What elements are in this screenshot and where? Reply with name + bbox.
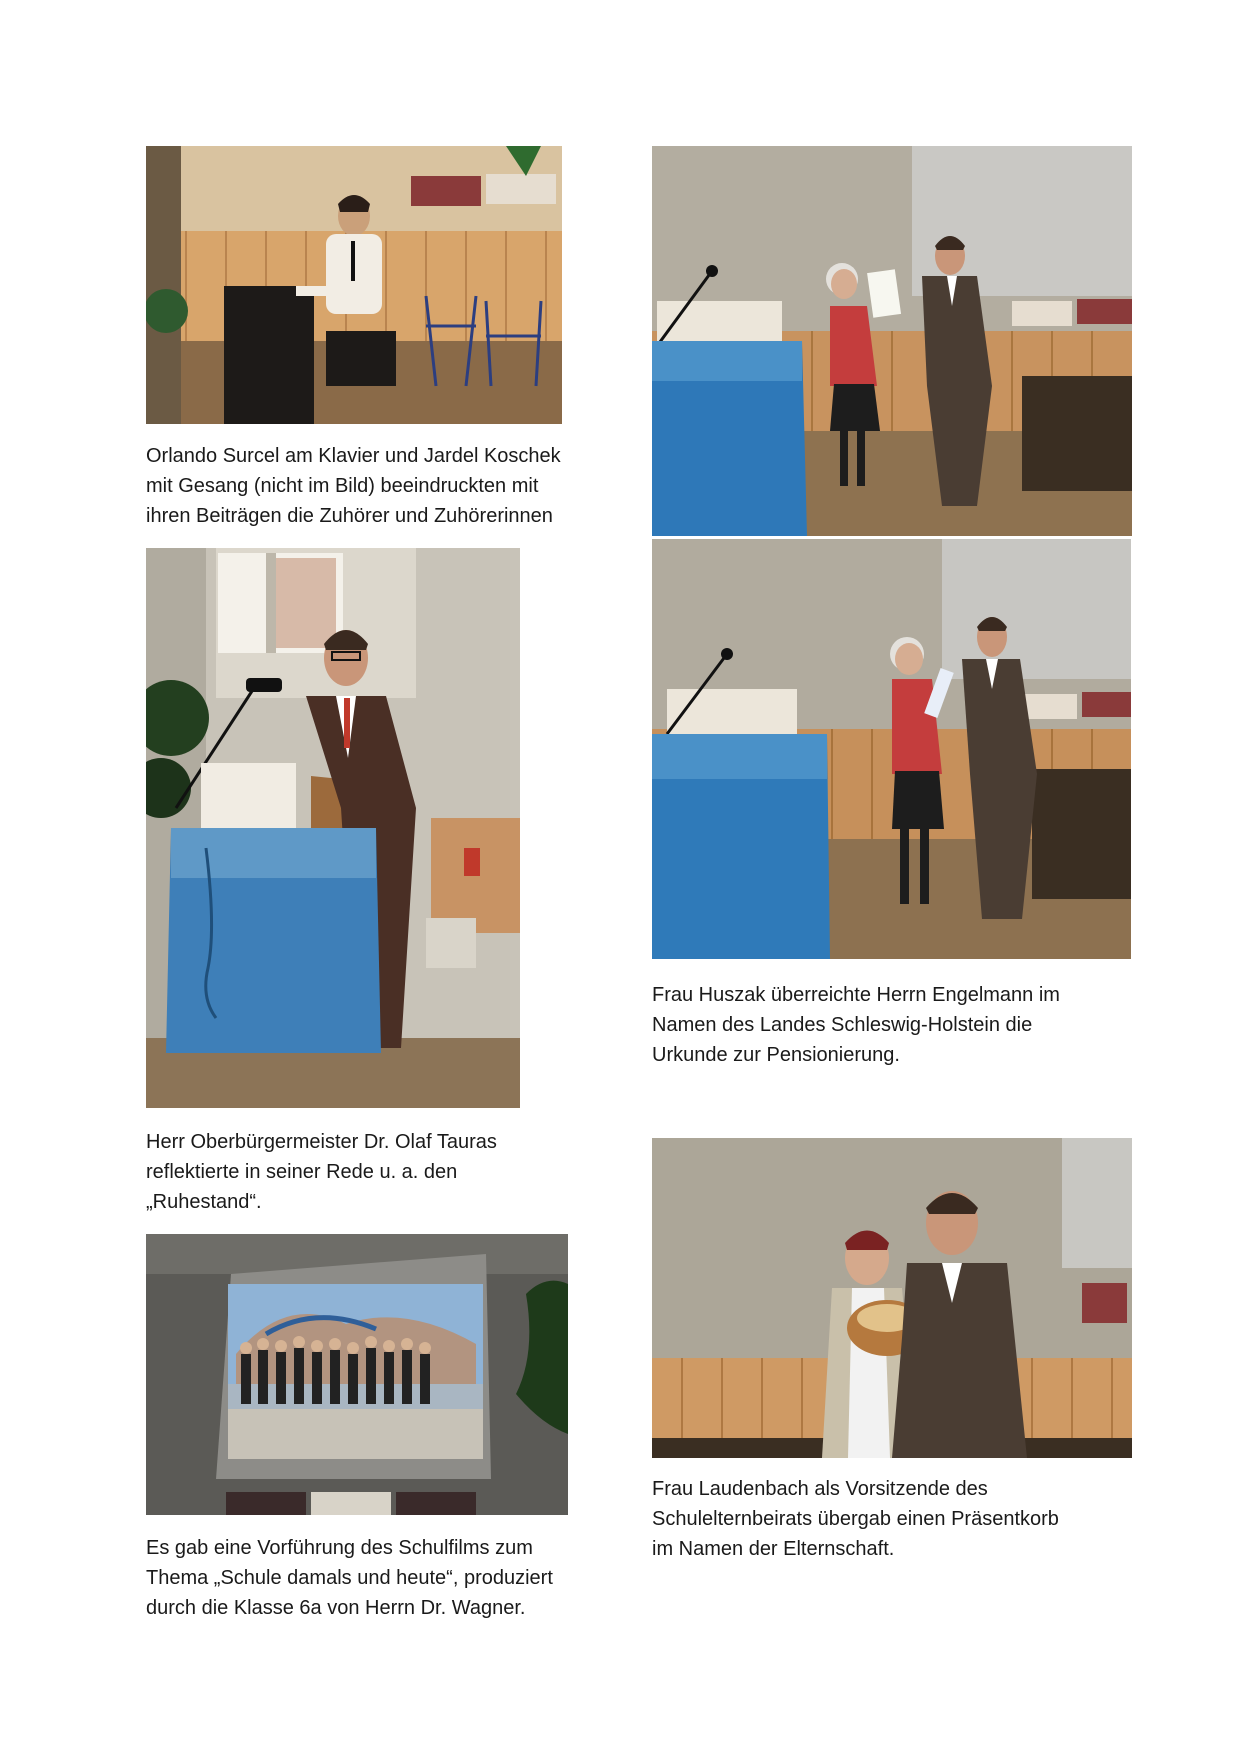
photo-handover-1 bbox=[652, 146, 1132, 536]
photo-film bbox=[146, 1234, 568, 1515]
caption-line: reflektierte in seiner Rede u. a. den bbox=[146, 1161, 458, 1183]
photo-film-image bbox=[146, 1234, 568, 1515]
photo-basket bbox=[652, 1138, 1132, 1458]
caption-line: „Ruhestand“. bbox=[146, 1191, 262, 1213]
caption-piano bbox=[146, 441, 561, 531]
caption-line: Herr Oberbürgermeister Dr. Olaf Tauras bbox=[146, 1131, 497, 1153]
photo-handover-2-image bbox=[652, 539, 1131, 959]
caption-line: Schulelternbeirats übergab einen Präsentkorb bbox=[652, 1508, 1059, 1530]
caption-line: Frau Huszak überreichte Herrn Engelmann im bbox=[652, 984, 1060, 1006]
caption-line: Frau Laudenbach als Vorsitzende des bbox=[652, 1478, 988, 1500]
caption-line: mit Gesang (nicht im Bild) beeindruckten mit bbox=[146, 475, 539, 497]
caption-line: durch die Klasse 6a von Herrn Dr. Wagner. bbox=[146, 1597, 526, 1619]
photo-piano bbox=[146, 146, 562, 424]
caption-film bbox=[146, 1533, 553, 1623]
caption-handover bbox=[652, 980, 1060, 1070]
caption-line: ihren Beiträgen die Zuhörer und Zuhörerinnen bbox=[146, 505, 553, 527]
caption-line: Namen des Landes Schleswig-Holstein die bbox=[652, 1014, 1033, 1036]
caption-line: im Namen der Elternschaft. bbox=[652, 1538, 895, 1560]
caption-speech bbox=[146, 1127, 497, 1217]
photo-speech-image bbox=[146, 548, 520, 1108]
caption-line: Urkunde zur Pensionierung. bbox=[652, 1044, 900, 1066]
photo-speech bbox=[146, 548, 520, 1108]
photo-basket-image bbox=[652, 1138, 1132, 1458]
photo-handover-1-image bbox=[652, 146, 1132, 536]
caption-basket bbox=[652, 1474, 1059, 1564]
caption-line: Es gab eine Vorführung des Schulfilms zum bbox=[146, 1537, 533, 1559]
photo-handover-2 bbox=[652, 539, 1131, 959]
caption-line: Orlando Surcel am Klavier und Jardel Koschek bbox=[146, 445, 561, 467]
photo-piano-image bbox=[146, 146, 562, 424]
caption-line: Thema „Schule damals und heute“, produziert bbox=[146, 1567, 553, 1589]
